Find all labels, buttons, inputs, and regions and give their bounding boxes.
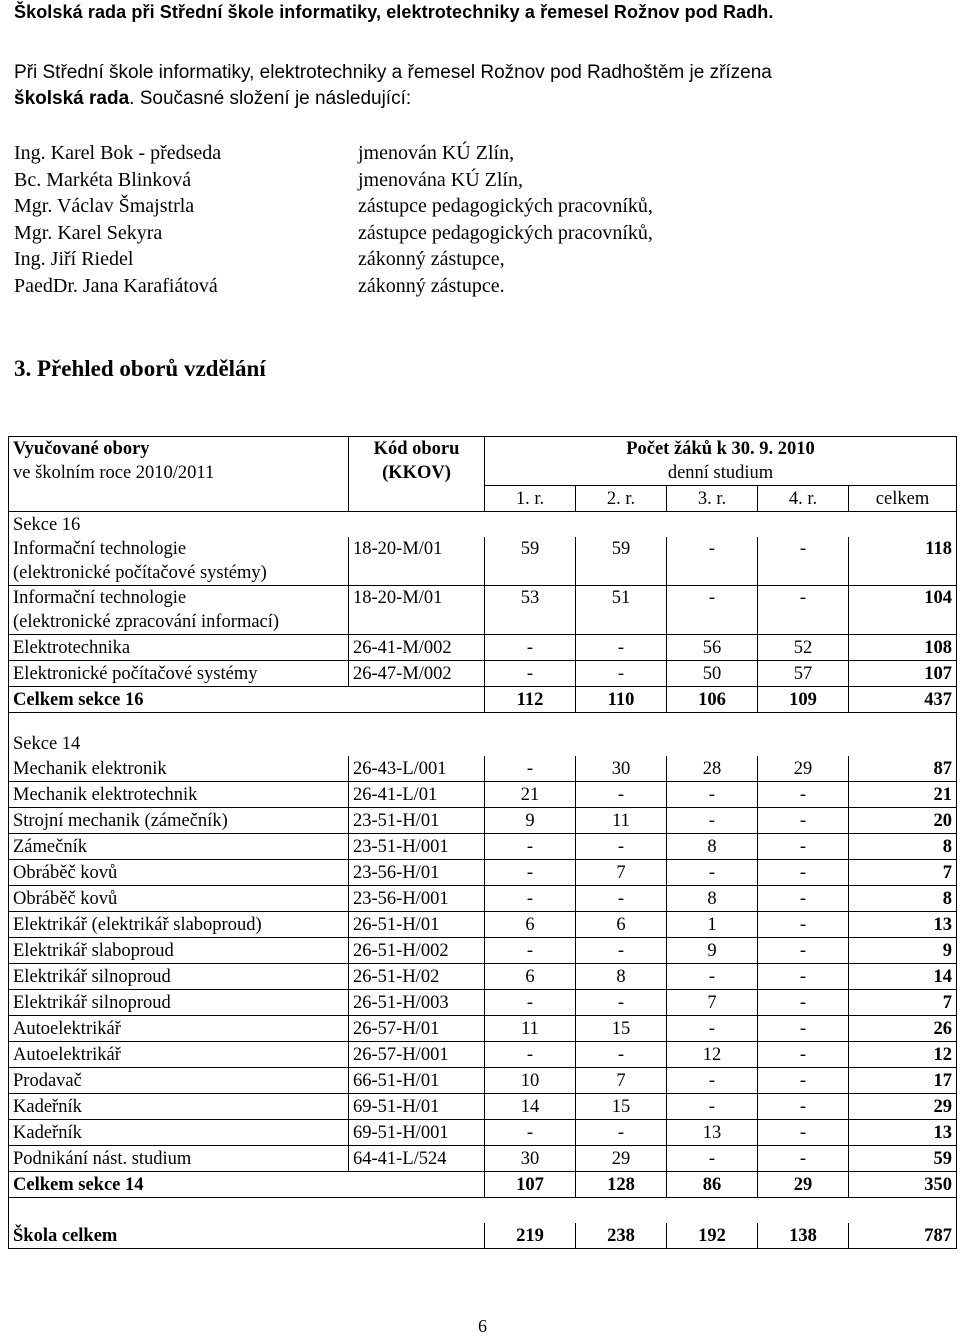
count-y4: 29 xyxy=(758,756,849,782)
count-y1: 9 xyxy=(485,808,576,834)
field-code: 23-56-H/01 xyxy=(349,860,485,886)
data-row xyxy=(9,537,957,586)
field-name-cell xyxy=(9,537,349,586)
count-y3: 8 xyxy=(667,886,758,912)
field-name: Elektrikář silnoproud xyxy=(13,966,171,987)
data-row xyxy=(9,1068,957,1094)
field-name: Elektrikář (elektrikář slaboproud) xyxy=(13,914,262,935)
count-y4: - xyxy=(758,808,849,834)
count-y1: - xyxy=(485,635,576,661)
spacer xyxy=(9,713,957,732)
data-row xyxy=(9,1120,957,1146)
member-name: Mgr. Karel Sekyra xyxy=(14,221,163,244)
field-name: Elektrikář silnoproud xyxy=(13,992,171,1013)
count-total: 9 xyxy=(849,938,957,964)
field-name-detail: (elektronické zpracování informací) xyxy=(13,612,280,632)
count-y3: 7 xyxy=(667,990,758,1016)
count-y3: - xyxy=(667,1016,758,1042)
count-y4: 57 xyxy=(758,661,849,687)
field-code: 23-56-H/001 xyxy=(349,886,485,912)
count-y2: - xyxy=(576,1120,667,1146)
count-y2: 7 xyxy=(576,1068,667,1094)
count-y4: - xyxy=(758,990,849,1016)
field-code: 23-51-H/01 xyxy=(349,808,485,834)
field-name-detail: (elektronické počítačové systémy) xyxy=(13,563,267,583)
count-y4: - xyxy=(758,860,849,886)
count-y1: - xyxy=(485,756,576,782)
count-y1: 59 xyxy=(485,537,576,586)
count-y2: 15 xyxy=(576,1094,667,1120)
section-row xyxy=(9,512,957,538)
count-y3: 1 xyxy=(667,912,758,938)
count-y3: - xyxy=(667,1068,758,1094)
field-name: Mechanik elektronik xyxy=(13,758,167,779)
sum-label: Škola celkem xyxy=(9,1223,485,1249)
count-y3: 8 xyxy=(667,834,758,860)
sum-label: Celkem sekce 14 xyxy=(9,1172,485,1198)
data-row xyxy=(9,938,957,964)
count-y4: 52 xyxy=(758,635,849,661)
sum-y1: 112 xyxy=(485,687,576,713)
field-code: 26-51-H/01 xyxy=(349,912,485,938)
field-name: Obráběč kovů xyxy=(13,862,118,883)
count-y2: 30 xyxy=(576,756,667,782)
data-row xyxy=(9,661,957,687)
count-y1: - xyxy=(485,1120,576,1146)
count-total: 8 xyxy=(849,886,957,912)
sum-y2: 238 xyxy=(576,1223,667,1249)
count-y1: 6 xyxy=(485,912,576,938)
field-name-cell xyxy=(9,782,349,808)
member-row xyxy=(14,167,914,194)
school-board-members xyxy=(14,140,914,299)
member-role: zákonný zástupce. xyxy=(358,274,505,297)
count-y4: - xyxy=(758,1068,849,1094)
field-name-cell xyxy=(9,1068,349,1094)
member-role: jmenován KÚ Zlín, xyxy=(358,142,515,164)
count-y1: - xyxy=(485,661,576,687)
sum-y4: 109 xyxy=(758,687,849,713)
sum-total: 350 xyxy=(849,1172,957,1198)
count-y4: - xyxy=(758,834,849,860)
intro-paragraph xyxy=(14,60,914,112)
sum-y3: 106 xyxy=(667,687,758,713)
count-y1: - xyxy=(485,990,576,1016)
field-code: 26-57-H/01 xyxy=(349,1016,485,1042)
data-row xyxy=(9,1094,957,1120)
count-y2: 7 xyxy=(576,860,667,886)
field-code: 69-51-H/01 xyxy=(349,1094,485,1120)
data-row xyxy=(9,782,957,808)
field-name-cell xyxy=(9,635,349,661)
member-row xyxy=(14,273,914,300)
section-14-label: Sekce 14 xyxy=(9,731,957,756)
count-total: 17 xyxy=(849,1068,957,1094)
count-y2: 51 xyxy=(576,586,667,635)
count-y1: - xyxy=(485,834,576,860)
spacer xyxy=(9,1198,957,1224)
header-code-line-1: Kód oboru xyxy=(373,439,460,459)
section-row xyxy=(9,731,957,756)
field-code: 18-20-M/01 xyxy=(349,586,485,635)
count-y3: - xyxy=(667,964,758,990)
member-name: PaedDr. Jana Karafiátová xyxy=(14,274,218,297)
count-y2: - xyxy=(576,938,667,964)
data-row xyxy=(9,1146,957,1172)
count-y1: 53 xyxy=(485,586,576,635)
field-name: Elektronické počítačové systémy xyxy=(13,663,258,684)
count-y4: - xyxy=(758,964,849,990)
header-y1: 1. r. xyxy=(485,486,576,512)
field-name: Autoelektrikář xyxy=(13,1018,121,1039)
field-name-cell xyxy=(9,1146,349,1172)
count-y4: - xyxy=(758,782,849,808)
field-name: Kadeřník xyxy=(13,1096,82,1117)
count-y3: 28 xyxy=(667,756,758,782)
count-y1: 10 xyxy=(485,1068,576,1094)
member-role: zástupce pedagogických pracovníků, xyxy=(358,195,653,217)
field-name: Informační technologie xyxy=(13,588,187,608)
count-y2: 11 xyxy=(576,808,667,834)
sum-row xyxy=(9,1172,957,1198)
count-y3: 12 xyxy=(667,1042,758,1068)
field-name: Zámečník xyxy=(13,836,87,857)
field-code: 26-43-L/001 xyxy=(349,756,485,782)
count-total: 8 xyxy=(849,834,957,860)
count-y1: - xyxy=(485,886,576,912)
field-name: Kadeřník xyxy=(13,1122,82,1143)
member-row xyxy=(14,140,914,167)
header-y2: 2. r. xyxy=(576,486,667,512)
field-name: Elektrotechnika xyxy=(13,637,131,658)
sum-y1: 107 xyxy=(485,1172,576,1198)
count-total: 29 xyxy=(849,1094,957,1120)
header-y4: 4. r. xyxy=(758,486,849,512)
field-name-cell xyxy=(9,990,349,1016)
field-name-cell xyxy=(9,661,349,687)
count-y3: 13 xyxy=(667,1120,758,1146)
count-y3: - xyxy=(667,808,758,834)
count-y3: 56 xyxy=(667,635,758,661)
count-y3: - xyxy=(667,1146,758,1172)
header-code xyxy=(349,437,485,512)
count-y1: 11 xyxy=(485,1016,576,1042)
count-y2: - xyxy=(576,990,667,1016)
data-row xyxy=(9,834,957,860)
sum-y3: 86 xyxy=(667,1172,758,1198)
sum-label: Celkem sekce 16 xyxy=(9,687,485,713)
header-count-line-2: denní studium xyxy=(667,463,774,483)
header-count xyxy=(485,437,957,486)
count-total: 20 xyxy=(849,808,957,834)
spacer-row xyxy=(9,713,957,732)
member-row xyxy=(14,220,914,247)
header-code-line-2: (KKOV) xyxy=(382,463,451,483)
field-code: 69-51-H/001 xyxy=(349,1120,485,1146)
sum-total: 787 xyxy=(849,1223,957,1249)
section-16-label: Sekce 16 xyxy=(9,512,957,538)
field-code: 23-51-H/001 xyxy=(349,834,485,860)
count-y4: - xyxy=(758,912,849,938)
member-role: zástupce pedagogických pracovníků, xyxy=(358,221,653,244)
count-y2: 8 xyxy=(576,964,667,990)
count-total: 118 xyxy=(849,537,957,586)
field-name-cell xyxy=(9,1094,349,1120)
sum-row xyxy=(9,687,957,713)
count-y1: 6 xyxy=(485,964,576,990)
field-code: 26-51-H/003 xyxy=(349,990,485,1016)
field-name-cell xyxy=(9,834,349,860)
data-row xyxy=(9,756,957,782)
sum-y4: 29 xyxy=(758,1172,849,1198)
count-y4: - xyxy=(758,586,849,635)
field-name-cell xyxy=(9,756,349,782)
field-name-cell xyxy=(9,912,349,938)
count-total: 104 xyxy=(849,586,957,635)
count-y4: - xyxy=(758,1042,849,1068)
field-name: Mechanik elektrotechnik xyxy=(13,784,198,805)
field-code: 66-51-H/01 xyxy=(349,1068,485,1094)
document-heading: Školská rada při Střední škole informatiky, elektrotechniky a řemesel Rožnov pod Radh. xyxy=(14,2,774,22)
field-name-cell xyxy=(9,1120,349,1146)
member-role: jmenována KÚ Zlín, xyxy=(358,168,523,191)
count-y2: - xyxy=(576,1042,667,1068)
field-name-cell xyxy=(9,860,349,886)
data-row xyxy=(9,860,957,886)
count-y1: - xyxy=(485,938,576,964)
field-name-cell xyxy=(9,1016,349,1042)
count-total: 7 xyxy=(849,860,957,886)
count-total: 59 xyxy=(849,1146,957,1172)
intro-rest: . Současné složení je následující: xyxy=(129,88,412,109)
header-fields-line-1: Vyučované obory xyxy=(13,439,150,459)
data-row xyxy=(9,964,957,990)
count-y2: - xyxy=(576,661,667,687)
field-name-cell xyxy=(9,586,349,635)
data-row xyxy=(9,1016,957,1042)
field-name: Informační technologie xyxy=(13,539,187,559)
member-row xyxy=(14,246,914,273)
data-row xyxy=(9,990,957,1016)
count-y2: - xyxy=(576,886,667,912)
header-fields xyxy=(9,437,349,512)
count-y2: - xyxy=(576,635,667,661)
data-row xyxy=(9,808,957,834)
intro-line-1: Při Střední škole informatiky, elektrotechniky a řemesel Rožnov pod Radhoštěm je zřízena xyxy=(14,62,772,83)
field-name-cell xyxy=(9,808,349,834)
header-total: celkem xyxy=(849,486,957,512)
count-y2: - xyxy=(576,834,667,860)
field-name: Obráběč kovů xyxy=(13,888,118,909)
field-code: 26-57-H/001 xyxy=(349,1042,485,1068)
sum-total: 437 xyxy=(849,687,957,713)
sum-row xyxy=(9,1223,957,1249)
count-y2: 6 xyxy=(576,912,667,938)
count-total: 21 xyxy=(849,782,957,808)
field-code: 26-51-H/002 xyxy=(349,938,485,964)
field-code: 26-41-L/01 xyxy=(349,782,485,808)
field-name-cell xyxy=(9,964,349,990)
field-name: Strojní mechanik (zámečník) xyxy=(13,810,228,831)
count-total: 13 xyxy=(849,1120,957,1146)
member-row xyxy=(14,193,914,220)
field-name-cell xyxy=(9,938,349,964)
count-y4: - xyxy=(758,1016,849,1042)
count-y3: - xyxy=(667,1094,758,1120)
count-total: 14 xyxy=(849,964,957,990)
fields-of-study-table xyxy=(8,436,957,1249)
count-y2: 15 xyxy=(576,1016,667,1042)
count-y1: 21 xyxy=(485,782,576,808)
count-total: 26 xyxy=(849,1016,957,1042)
member-role: zákonný zástupce, xyxy=(358,248,505,270)
sum-y4: 138 xyxy=(758,1223,849,1249)
count-y3: 9 xyxy=(667,938,758,964)
count-total: 107 xyxy=(849,661,957,687)
member-name: Bc. Markéta Blinková xyxy=(14,168,192,191)
field-name-cell xyxy=(9,1042,349,1068)
count-y1: 14 xyxy=(485,1094,576,1120)
header-count-line-1: Počet žáků k 30. 9. 2010 xyxy=(626,439,815,459)
header-fields-line-2: ve školním roce 2010/2011 xyxy=(13,463,215,483)
sum-y2: 110 xyxy=(576,687,667,713)
sum-y2: 128 xyxy=(576,1172,667,1198)
header-row xyxy=(9,437,957,486)
count-y3: - xyxy=(667,586,758,635)
count-total: 87 xyxy=(849,756,957,782)
count-y2: 59 xyxy=(576,537,667,586)
field-name: Podnikání nást. studium xyxy=(13,1148,192,1169)
count-y4: - xyxy=(758,886,849,912)
page-number: 6 xyxy=(478,1316,487,1336)
count-total: 7 xyxy=(849,990,957,1016)
count-total: 108 xyxy=(849,635,957,661)
count-y3: - xyxy=(667,782,758,808)
count-total: 13 xyxy=(849,912,957,938)
spacer-row xyxy=(9,1198,957,1224)
member-name: Mgr. Václav Šmajstrla xyxy=(14,195,195,217)
count-y4: - xyxy=(758,938,849,964)
intro-bold-term: školská rada xyxy=(14,88,130,109)
data-row xyxy=(9,886,957,912)
field-code: 18-20-M/01 xyxy=(349,537,485,586)
sum-y1: 219 xyxy=(485,1223,576,1249)
data-row xyxy=(9,912,957,938)
member-name: Ing. Karel Bok - předseda xyxy=(14,142,222,164)
count-y4: - xyxy=(758,1120,849,1146)
count-y3: - xyxy=(667,860,758,886)
sum-y3: 192 xyxy=(667,1223,758,1249)
count-y2: - xyxy=(576,782,667,808)
count-y1: - xyxy=(485,860,576,886)
count-y1: - xyxy=(485,1042,576,1068)
count-total: 12 xyxy=(849,1042,957,1068)
section-title: 3. Přehled oborů vzdělání xyxy=(14,356,266,381)
field-code: 26-51-H/02 xyxy=(349,964,485,990)
count-y4: - xyxy=(758,1146,849,1172)
field-name: Elektrikář slaboproud xyxy=(13,940,174,961)
count-y3: - xyxy=(667,537,758,586)
data-row xyxy=(9,1042,957,1068)
field-code: 26-47-M/002 xyxy=(349,661,485,687)
count-y4: - xyxy=(758,537,849,586)
field-name: Autoelektrikář xyxy=(13,1044,121,1065)
field-code: 26-41-M/002 xyxy=(349,635,485,661)
field-code: 64-41-L/524 xyxy=(349,1146,485,1172)
count-y3: 50 xyxy=(667,661,758,687)
data-row xyxy=(9,586,957,635)
count-y2: 29 xyxy=(576,1146,667,1172)
field-name-cell xyxy=(9,886,349,912)
count-y4: - xyxy=(758,1094,849,1120)
header-y3: 3. r. xyxy=(667,486,758,512)
data-row xyxy=(9,635,957,661)
member-name: Ing. Jiří Riedel xyxy=(14,248,134,270)
field-name: Prodavač xyxy=(13,1070,82,1091)
count-y1: 30 xyxy=(485,1146,576,1172)
